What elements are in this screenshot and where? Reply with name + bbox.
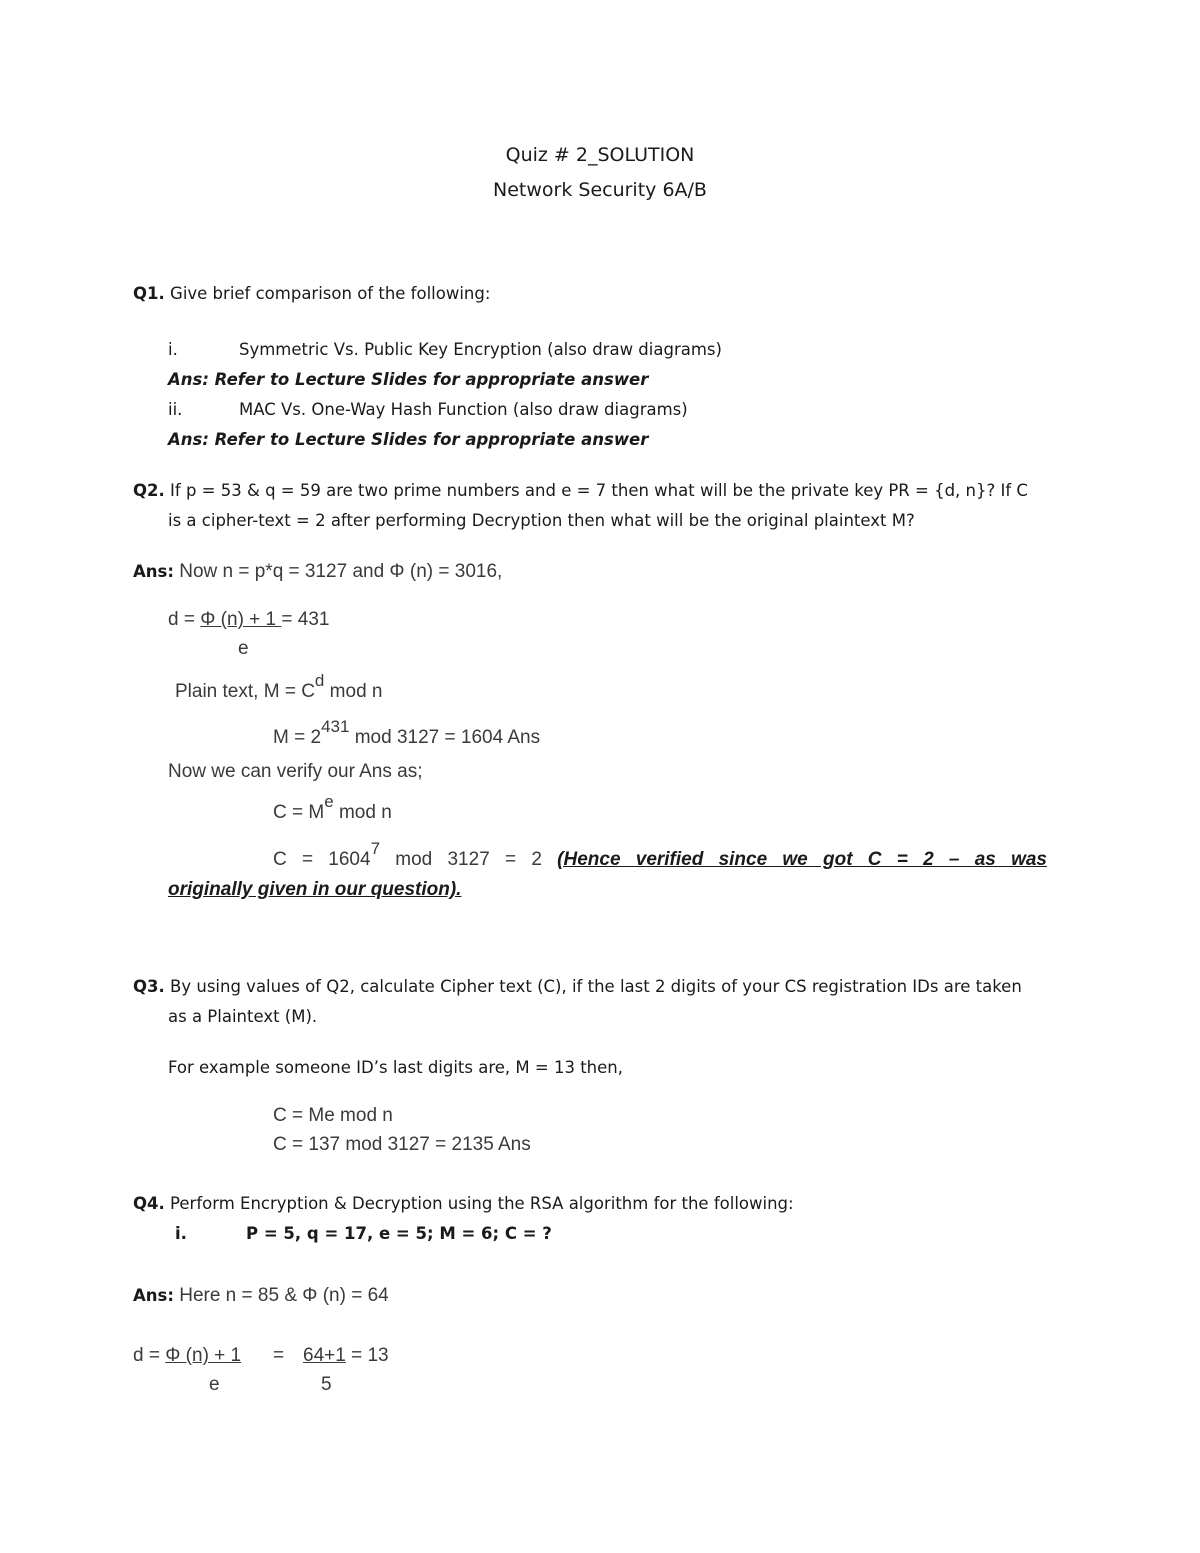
q4-d-numerator-2: 64+1 <box>303 1345 346 1366</box>
q2-answer-label: Ans: <box>133 562 174 581</box>
q2-m-exponent: 431 <box>321 717 350 736</box>
q4-answer-text: Here n = 85 & Φ (n) = 64 <box>179 1285 389 1306</box>
q4-d-value: 64+1 = 13 <box>303 1345 389 1366</box>
q4-d-denominator-2: 5 <box>321 1374 332 1395</box>
q4-answer-label: Ans: <box>133 1286 174 1305</box>
q2-d-denominator: e <box>238 638 249 659</box>
q4-d-denominator: e <box>209 1374 220 1395</box>
q4-item-number: i. <box>175 1224 187 1243</box>
q2-verified-note: (Hence verified since we got C = 2 – as was <box>557 849 1047 870</box>
q1-item-2-text: MAC Vs. One-Way Hash Function (also draw diagrams) <box>239 400 688 419</box>
q3-equation-2: C = 137 mod 3127 = 2135 Ans <box>273 1134 531 1155</box>
q1-item-2-number: ii. <box>168 400 183 419</box>
q2-answer-text: Now n = p*q = 3127 and Φ (n) = 3016, <box>179 561 503 582</box>
q1-item-1-text: Symmetric Vs. Public Key Encryption (also draw diagrams) <box>239 340 722 359</box>
q4-label: Q4. <box>133 1194 165 1213</box>
q2-c2-exponent: 7 <box>370 839 381 858</box>
q2-verified-note-cont: originally given in our question). <box>168 879 462 900</box>
q2-d-formula: d = Φ (n) + 1 = 431 <box>168 609 330 630</box>
q1-label: Q1. <box>133 284 165 303</box>
q2-plaintext-formula: Plain text, M = Cd mod n <box>175 671 383 702</box>
q2-answer-line <box>133 562 502 581</box>
q4-d-formula: d = Φ (n) + 1 <box>133 1345 242 1366</box>
q2-text-line-2: is a cipher-text = 2 after performing Decryption then what will be the original plaintext M? <box>168 511 915 530</box>
q4-d-equals: = <box>273 1345 285 1366</box>
q3-label: Q3. <box>133 977 165 996</box>
q1-item-2-answer: Ans: Refer to Lecture Slides for appropriate answer <box>168 430 649 449</box>
q3-text-line-2: as a Plaintext (M). <box>168 1007 318 1026</box>
q3-equation-1: C = Me mod n <box>273 1105 393 1126</box>
q1-item-1-answer: Ans: Refer to Lecture Slides for appropriate answer <box>168 370 649 389</box>
q2-c-verification: C = 16047 mod 3127 = 2 (Hence verified since we got C = 2 – as was <box>273 839 1047 870</box>
q2-text-line-1: Q2. If p = 53 & q = 59 are two prime numbers and e = 7 then what will be the private key PR = {d, n}? If C <box>133 481 1028 500</box>
q2-d-numerator: Φ (n) + 1 <box>200 609 282 630</box>
q2-plaintext-exponent: d <box>314 671 325 690</box>
q3-example: For example someone ID’s last digits are, M = 13 then, <box>168 1058 623 1077</box>
q1-item-1-number: i. <box>168 340 178 359</box>
q1-text <box>133 286 490 303</box>
q2-c-exponent: e <box>324 792 334 811</box>
page-subtitle: Network Security 6A/B <box>493 179 707 201</box>
q2-verify-text: Now we can verify our Ans as; <box>168 761 423 782</box>
q4-answer-line <box>133 1286 389 1305</box>
q4-d-numerator: Φ (n) + 1 <box>165 1345 242 1366</box>
q3-text-line-1: Q3. By using values of Q2, calculate Cipher text (C), if the last 2 digits of your CS registration IDs are taken <box>133 977 1022 996</box>
q4-text: Q4. Perform Encryption & Decryption using the RSA algorithm for the following: <box>133 1194 794 1213</box>
page-title: Quiz # 2_SOLUTION <box>505 144 695 166</box>
q2-c-formula: C = Me mod n <box>273 792 392 823</box>
q2-label: Q2. <box>133 481 165 500</box>
q4-item-text: P = 5, q = 17, e = 5; M = 6; C = ? <box>246 1224 552 1243</box>
q2-m-result: M = 2431 mod 3127 = 1604 Ans <box>273 717 541 748</box>
q1-body: Give brief comparison of the following: <box>170 284 491 303</box>
